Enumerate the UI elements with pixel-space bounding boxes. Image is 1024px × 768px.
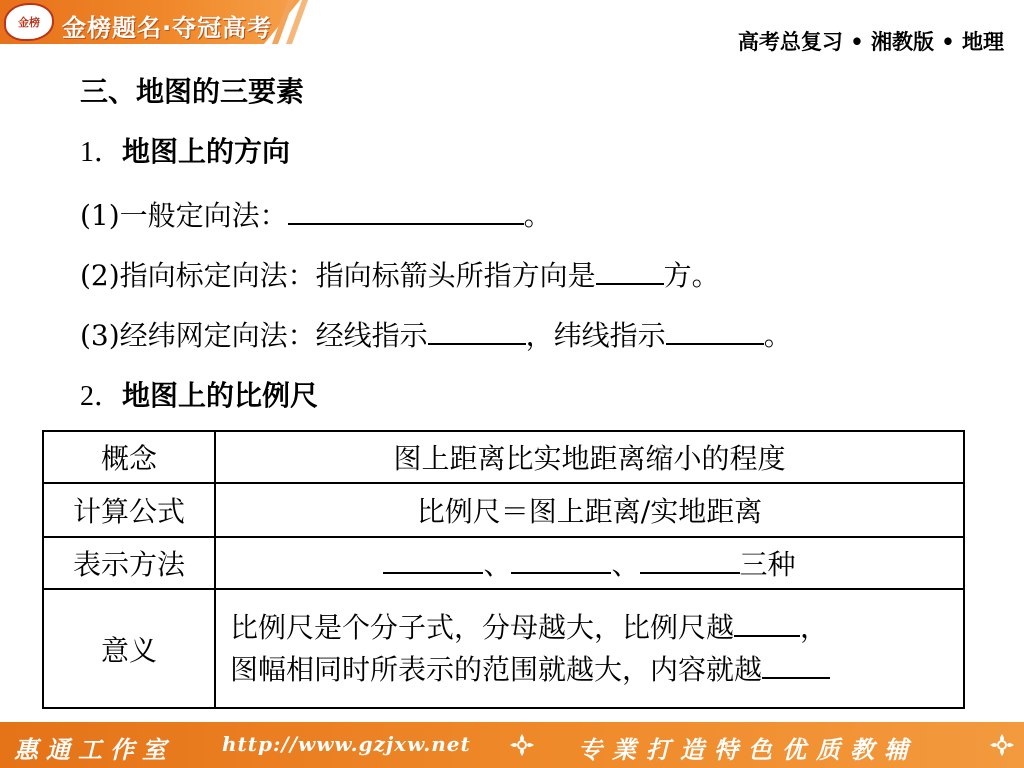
methods-blank-3 bbox=[640, 550, 740, 574]
meaning-line1-prefix: 比例尺是个分子式，分母越大，比例尺越 bbox=[230, 610, 735, 644]
q2-prefix: (2)指向标定向法：指向标箭头所指方向是 bbox=[80, 259, 596, 292]
q1-prefix: (1)一般定向法： bbox=[80, 199, 288, 232]
row-label-formula: 计算公式 bbox=[43, 483, 215, 537]
item2-heading bbox=[80, 374, 318, 414]
q1-blank bbox=[288, 201, 524, 225]
q2-suffix: 方。 bbox=[663, 259, 720, 292]
row-label-meaning: 意义 bbox=[43, 589, 215, 708]
scale-table bbox=[42, 430, 965, 709]
question-2 bbox=[80, 254, 720, 294]
item2-number: 2． bbox=[80, 381, 123, 412]
methods-blank-1 bbox=[383, 550, 483, 574]
methods-tail: 三种 bbox=[739, 548, 796, 581]
methods-sep-2: 、 bbox=[611, 548, 640, 581]
page-header bbox=[0, 0, 1024, 52]
question-3 bbox=[80, 314, 792, 354]
table-row bbox=[43, 537, 964, 589]
footer-studio-name: 惠通工作室 bbox=[14, 735, 174, 764]
item1-number: 1． bbox=[80, 137, 123, 168]
item1-heading bbox=[80, 130, 290, 170]
methods-sep-1: 、 bbox=[483, 548, 512, 581]
page-footer bbox=[0, 722, 1024, 768]
row-label-methods: 表示方法 bbox=[43, 537, 215, 589]
item1-title: 地图上的方向 bbox=[122, 135, 291, 168]
row-label-concept: 概念 bbox=[43, 431, 215, 483]
table-row bbox=[43, 589, 964, 708]
logo-text: 金榜 bbox=[18, 16, 40, 29]
row-value-concept: 图上距离比实地距离缩小的程度 bbox=[215, 431, 964, 483]
header-slogan: 金榜题名·夺冠高考 bbox=[62, 14, 273, 42]
q3-blank-1 bbox=[428, 321, 526, 345]
brand-logo bbox=[4, 3, 54, 41]
meaning-blank-2 bbox=[762, 655, 830, 679]
meaning-blank-1 bbox=[734, 613, 800, 637]
meaning-line2-prefix: 图幅相同时所表示的范围就越大，内容就越 bbox=[230, 652, 763, 686]
row-value-meaning bbox=[215, 589, 964, 708]
q1-suffix: 。 bbox=[523, 199, 552, 232]
meaning-line-1 bbox=[230, 607, 955, 649]
course-subject: 高考总复习 • 湘教版 • 地理 bbox=[737, 29, 1004, 54]
table-row bbox=[43, 483, 964, 537]
methods-blank-2 bbox=[511, 550, 611, 574]
q3-prefix: (3)经纬网定向法：经线指示 bbox=[80, 319, 428, 352]
q3-suffix: 。 bbox=[763, 319, 792, 352]
footer-slogan: 专業打造特色优质教辅 bbox=[578, 735, 918, 764]
section-title: 三、地图的三要素 bbox=[80, 75, 305, 108]
meaning-line1-suffix: ， bbox=[800, 610, 829, 644]
flower-ornament-icon bbox=[508, 732, 536, 758]
q2-blank bbox=[596, 261, 664, 285]
row-value-formula: 比例尺＝图上距离/实地距离 bbox=[215, 483, 964, 537]
table-row bbox=[43, 431, 964, 483]
q3-middle: ，纬线指示 bbox=[525, 319, 666, 352]
q3-blank-2 bbox=[666, 321, 764, 345]
item2-title: 地图上的比例尺 bbox=[122, 379, 319, 412]
question-1 bbox=[80, 194, 552, 234]
footer-url: http://www.gzjxw.net bbox=[222, 732, 471, 756]
flower-ornament-icon bbox=[988, 732, 1016, 758]
meaning-line-2 bbox=[230, 649, 955, 691]
row-value-methods bbox=[215, 537, 964, 589]
